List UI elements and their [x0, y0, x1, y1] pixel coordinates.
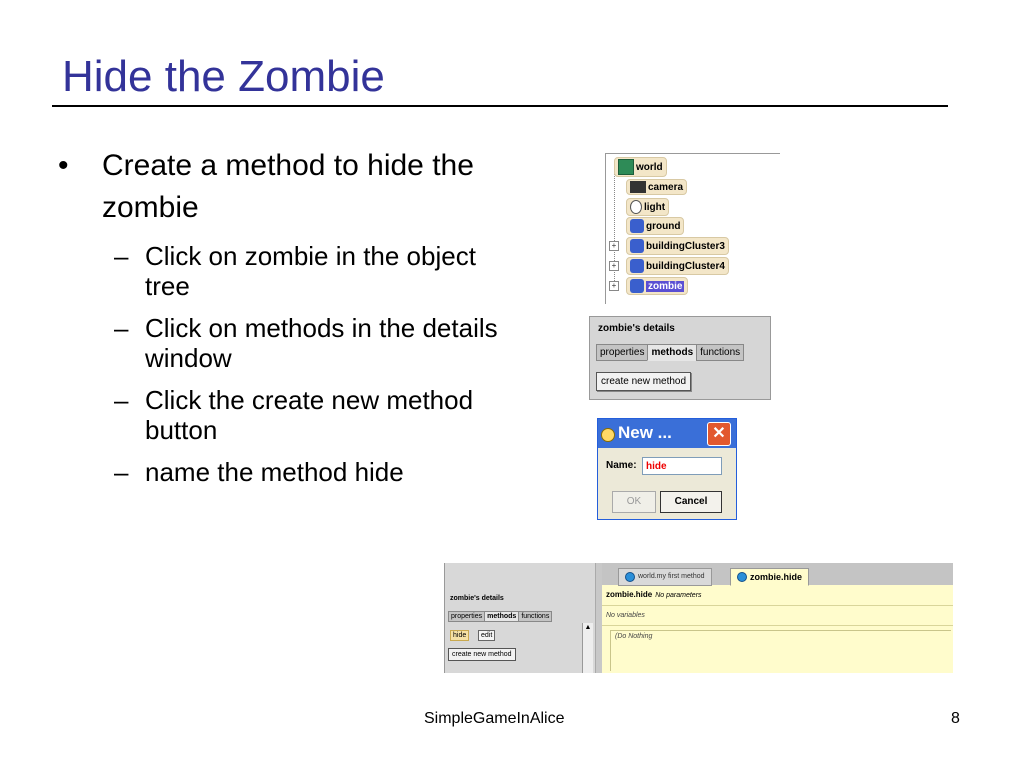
tree-label: camera: [648, 181, 684, 193]
tab-functions[interactable]: functions: [518, 611, 552, 622]
world-icon: [737, 572, 747, 582]
expand-icon[interactable]: +: [609, 261, 619, 271]
details-panel: [589, 316, 771, 400]
method-hide-tile[interactable]: hide: [450, 630, 469, 641]
tree-item-light[interactable]: [626, 198, 669, 216]
expand-icon[interactable]: +: [609, 241, 619, 251]
tree-label-selected: zombie: [648, 280, 683, 292]
slide-title: Hide the Zombie: [62, 52, 385, 101]
bullet-list: [58, 145, 498, 487]
ok-button[interactable]: OK: [612, 491, 656, 513]
tab-label: zombie.hide: [750, 572, 803, 582]
create-new-method-button[interactable]: create new method: [596, 372, 691, 391]
tab-functions[interactable]: functions: [696, 344, 744, 361]
tab-label: world.my first method: [638, 573, 705, 580]
details-tabs: [596, 344, 743, 361]
method-signature: [606, 590, 702, 599]
tab-methods[interactable]: methods: [647, 344, 697, 361]
tree-label: buildingCluster4: [646, 260, 725, 272]
object-tree-panel: [605, 153, 780, 304]
tree-item-zombie[interactable]: [626, 277, 688, 295]
tab-zombie-hide[interactable]: [730, 568, 809, 586]
tree-label: ground: [646, 220, 681, 232]
editor-details-panel: [445, 563, 595, 673]
tree-label: buildingCluster3: [646, 240, 725, 252]
dash-icon: –: [114, 241, 129, 271]
details-tabs: [448, 611, 551, 622]
object-icon: [630, 239, 644, 253]
footer-text: SimpleGameInAlice: [424, 710, 565, 727]
method-name-input[interactable]: hide: [642, 457, 722, 475]
subbullet-2: [58, 313, 498, 373]
tree-item-ground[interactable]: [626, 217, 684, 235]
world-icon: [625, 572, 635, 582]
dash-icon: –: [114, 457, 129, 487]
subbullet-text: name the method hide: [145, 457, 404, 487]
world-icon: [618, 159, 634, 175]
bullet-main-text: Create a method to hide the zombie: [102, 149, 474, 224]
bullet-dot-icon: •: [58, 149, 69, 182]
name-label: Name:: [606, 460, 637, 471]
no-variables-label: No variables: [606, 612, 645, 619]
tab-properties[interactable]: properties: [596, 344, 648, 361]
object-icon: [630, 279, 644, 293]
bullet-main: [58, 145, 498, 229]
method-editor-screenshot: [444, 563, 953, 673]
cancel-button[interactable]: Cancel: [660, 491, 722, 513]
tab-world-my-first-method[interactable]: [618, 568, 712, 586]
light-bulb-icon: [630, 200, 642, 214]
scroll-up-icon[interactable]: ▲: [584, 624, 592, 631]
details-header: zombie's details: [450, 595, 504, 602]
details-header: zombie's details: [598, 323, 675, 334]
tree-item-world[interactable]: [614, 158, 667, 176]
do-nothing-label: (Do Nothing: [615, 633, 653, 640]
dash-icon: –: [114, 385, 129, 415]
subbullet-text: Click on zombie in the object tree: [145, 241, 476, 301]
object-icon: [630, 259, 644, 273]
subbullet-text: Click on methods in the details window: [145, 313, 498, 373]
dialog-titlebar: [598, 419, 736, 448]
tree-label: light: [644, 201, 666, 213]
expand-icon[interactable]: +: [609, 281, 619, 291]
no-parameters-label: No parameters: [655, 592, 702, 599]
tree-item-buildingcluster3[interactable]: [626, 237, 729, 255]
method-name: zombie.hide: [606, 590, 653, 599]
method-editor-area: [602, 563, 953, 673]
divider: [602, 605, 953, 606]
edit-button[interactable]: edit: [478, 630, 495, 641]
tree-label: world: [636, 161, 663, 173]
editor-tabbar: [602, 563, 953, 585]
subbullet-3: [58, 385, 498, 445]
scrollbar[interactable]: [582, 623, 593, 673]
camera-icon: [630, 181, 646, 193]
tab-properties[interactable]: properties: [448, 611, 485, 622]
subbullet-text: Click the create new method button: [145, 385, 474, 445]
tab-methods[interactable]: methods: [484, 611, 519, 622]
tree-item-buildingcluster4[interactable]: [626, 257, 729, 275]
page-number: 8: [951, 710, 960, 727]
method-body[interactable]: [610, 630, 951, 671]
subbullet-1: [58, 241, 498, 301]
close-icon[interactable]: ✕: [707, 422, 731, 446]
object-icon: [630, 219, 644, 233]
title-divider: [52, 105, 948, 107]
divider: [602, 625, 953, 626]
new-method-dialog: [597, 418, 737, 520]
alice-icon: [601, 428, 615, 442]
create-new-method-button[interactable]: create new method: [448, 648, 516, 661]
subbullet-4: [58, 457, 498, 487]
dash-icon: –: [114, 313, 129, 343]
tree-item-camera[interactable]: [626, 178, 687, 196]
dialog-title: New ...: [618, 423, 672, 442]
